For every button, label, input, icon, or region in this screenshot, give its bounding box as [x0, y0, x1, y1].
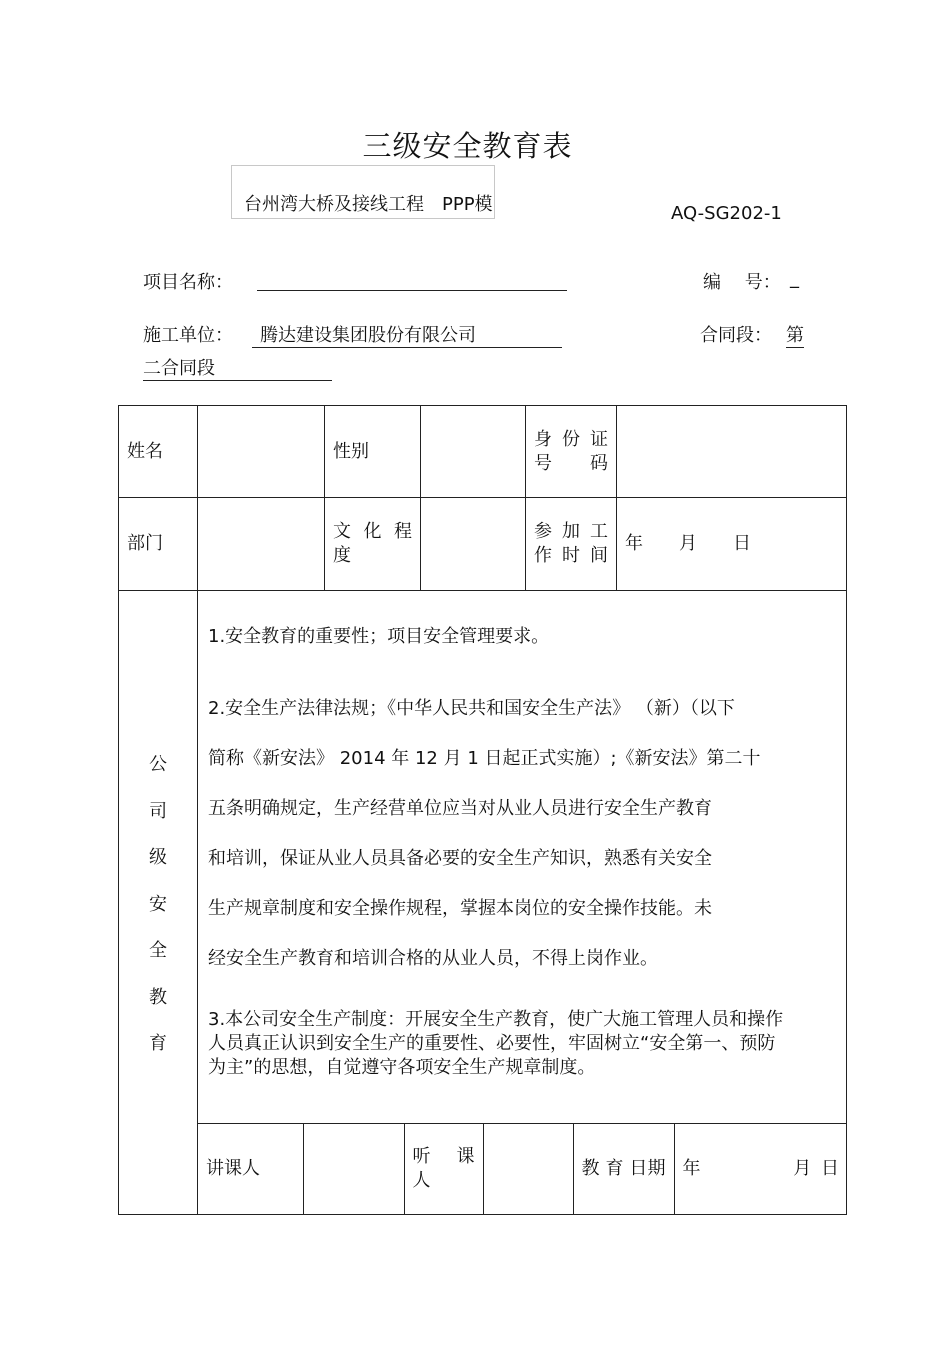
content-line: 五条明确规定，生产经营单位应当对从业人员进行安全生产教育 — [208, 798, 712, 819]
content-line: 经安全生产教育和培训合格的从业人员，不得上岗作业。 — [208, 948, 658, 969]
education-level-label: 文 化 程度 — [325, 498, 421, 591]
vertical-char: 全 — [149, 940, 167, 961]
lecturer-label: 讲课人 — [198, 1124, 303, 1215]
department-label: 部门 — [119, 498, 198, 591]
content-line: 简称《新安法》 2014 年 12 月 1 日起正式实施）;《新安法》第二十 — [208, 748, 761, 769]
gender-field[interactable] — [421, 406, 526, 498]
vertical-char: 司 — [149, 800, 167, 822]
company-level-education-label — [119, 591, 198, 1215]
contract-field-part1[interactable]: 第 — [786, 321, 804, 348]
content-line: 2.安全生产法律法规；《中华人民共和国安全生产法》 （新）（以下 — [208, 698, 735, 719]
id-number-label: 身 份 证号码 — [526, 406, 617, 498]
id-number-field[interactable] — [617, 406, 847, 498]
education-form-table — [118, 405, 847, 1215]
number-field[interactable]: _ — [790, 268, 799, 289]
education-date-label: 教 育 日期 — [573, 1124, 674, 1215]
document-code: AQ-SG202-1 — [671, 203, 782, 224]
listener-field[interactable] — [483, 1124, 573, 1215]
department-field[interactable] — [198, 498, 325, 591]
contract-field-part2[interactable]: 二合同段 — [143, 354, 332, 381]
unit-label: 施工单位： — [143, 325, 233, 346]
signature-row — [198, 1123, 847, 1214]
content-paragraph-3: 3.本公司安全生产制度：开展安全生产教育，使广大施工管理人员和操作人员真正认识到安全生产的重要性、必要性，牢固树立“安全第一、预防为主”的思想，自觉遵守各项安全生产规章制度。 — [208, 1009, 784, 1078]
contract-label: 合同段： — [700, 325, 772, 346]
content-line: 和培训，保证从业人员具备必要的安全生产知识，熟悉有关安全 — [208, 848, 712, 869]
lecturer-field[interactable] — [303, 1124, 404, 1215]
content-line: 1.安全教育的重要性；项目安全管理要求。 — [208, 626, 550, 647]
work-start-time-label: 参 加 工作时间 — [526, 498, 617, 591]
vertical-char: 教 — [149, 986, 167, 1008]
project-label: 项目名称： — [143, 272, 233, 293]
page-title: 三级安全教育表 — [362, 129, 573, 163]
name-label: 姓名 — [119, 406, 198, 498]
education-date-field[interactable]: 年 月日 — [674, 1124, 847, 1215]
vertical-char: 安 — [149, 893, 167, 915]
work-start-time-field[interactable]: 年 月 日 — [617, 498, 847, 591]
vertical-char: 公 — [149, 754, 167, 775]
vertical-char: 级 — [149, 847, 167, 868]
vertical-char: 育 — [149, 1033, 167, 1054]
education-level-field[interactable] — [421, 498, 526, 591]
education-content-cell — [198, 591, 847, 1215]
content-line: 生产规章制度和安全操作规程，掌握本岗位的安全操作技能。未 — [208, 898, 712, 919]
unit-field[interactable]: 腾达建设集团股份有限公司 — [252, 321, 562, 348]
project-name-text: 台州湾大桥及接线工程 PPP模 — [244, 194, 493, 215]
project-field[interactable] — [257, 268, 567, 291]
name-field[interactable] — [198, 406, 325, 498]
gender-label: 性别 — [325, 406, 421, 498]
number-label: 编 号： — [703, 272, 781, 293]
listener-label: 听 课人 — [404, 1124, 483, 1215]
